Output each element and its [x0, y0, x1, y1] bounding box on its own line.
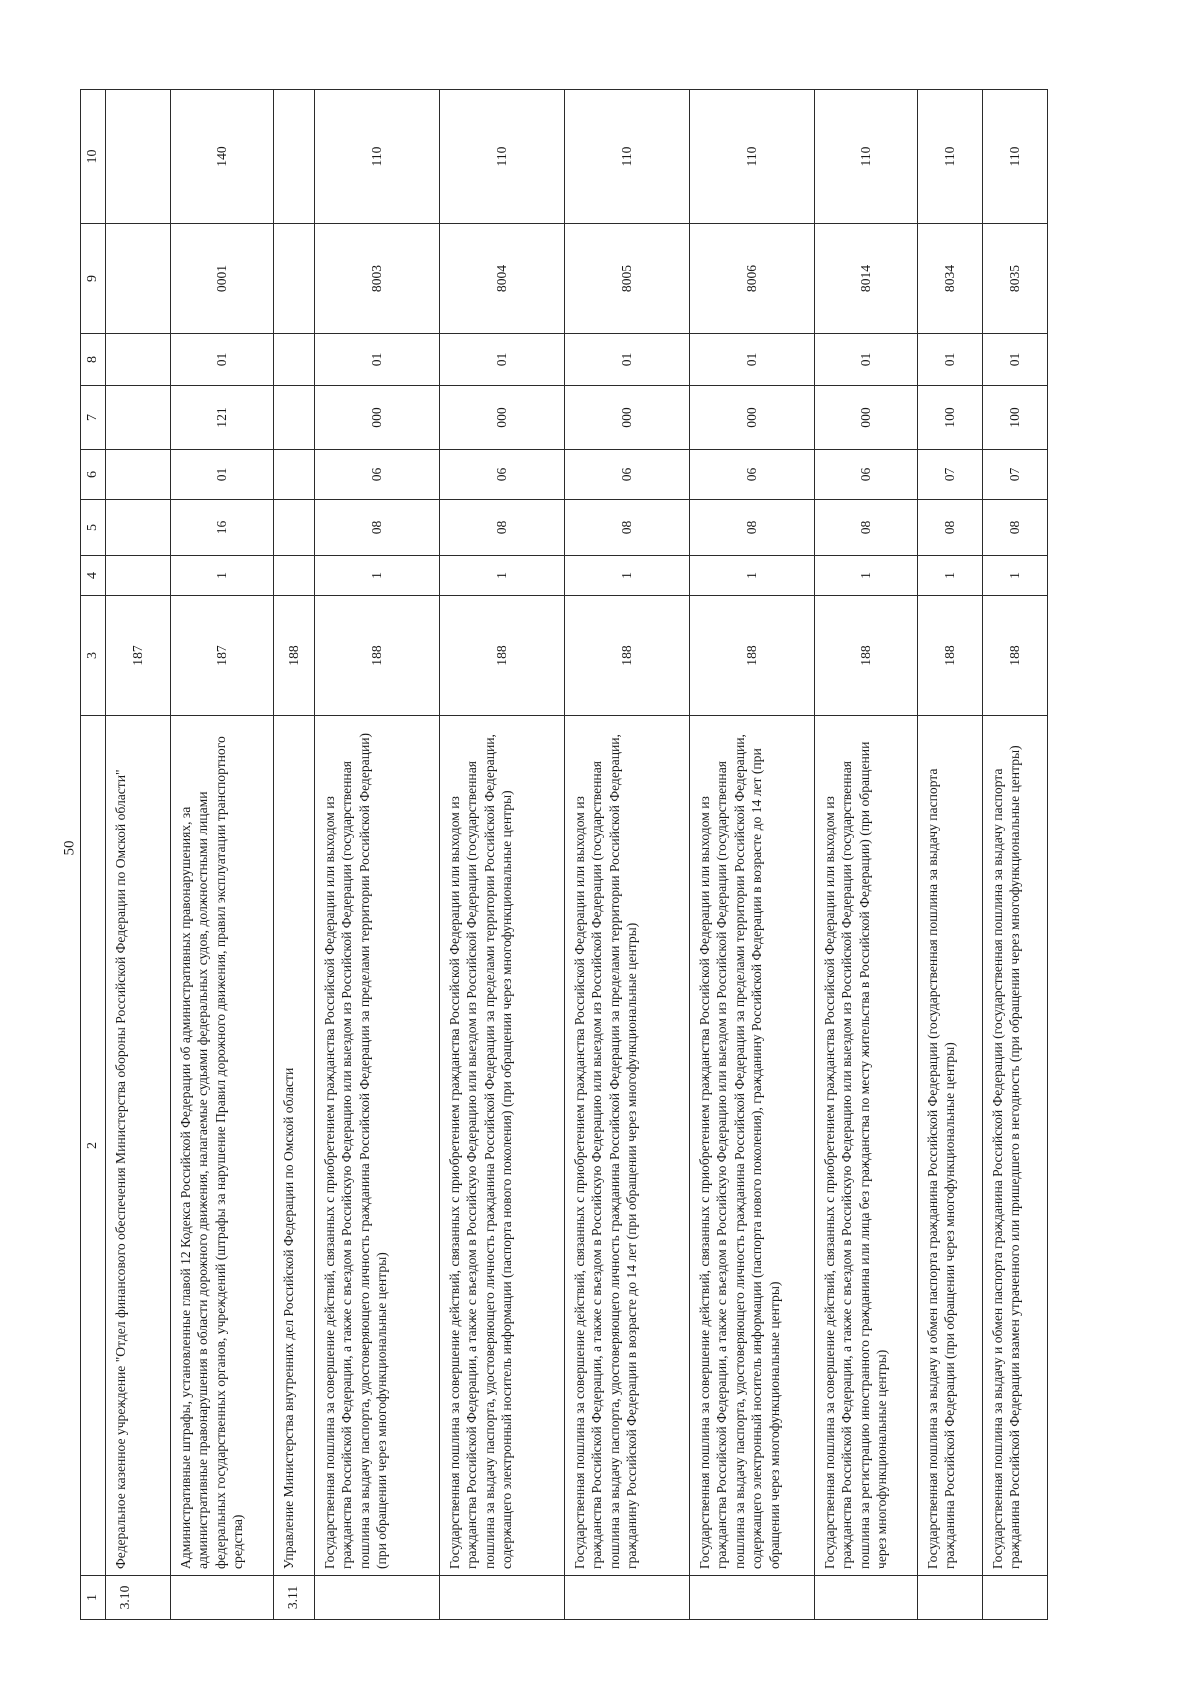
cell-col-8: 01 [565, 334, 690, 386]
row-name: Государственная пошлина за совершение действий, связанных с приобретением гражданства Российской Федерации или выходом из гражданства Российской Федерации, а также с въездом в Российскую Федерацию или выездом из Российской Федерации (государственная пошлина за выдачу паспорта, удостоверяющего личность гражданина Российской Федерации за пределами территории Российской Федерации, содержащего электронный носитель информации (паспорта нового поколения) (при обращении через многофункциональные центры) [440, 716, 565, 1576]
cell-col-6: 07 [918, 450, 983, 500]
table-row [983, 90, 1048, 1620]
row-name: Государственная пошлина за совершение действий, связанных с приобретением гражданства Российской Федерации или выходом из гражданства Российской Федерации, а также с въездом в Российскую Федерацию или выездом из Российской Федерации (государственная пошлина за выдачу паспорта, удостоверяющего личность гражданина Российской Федерации за пределами территории Российской Федерации, содержащего электронный носитель информации (паспорта нового поколения), гражданину Российской Федерации в возрасте до 14 лет (при обращении через многофункциональные центры) [690, 716, 815, 1576]
column-header: 4 [81, 556, 106, 596]
cell-col-10: 110 [690, 90, 815, 224]
cell-col-6 [106, 450, 171, 500]
column-header: 1 [81, 1576, 106, 1620]
row-number [690, 1576, 815, 1620]
cell-col-7: 000 [440, 386, 565, 450]
row-name: Государственная пошлина за совершение действий, связанных с приобретением гражданства Российской Федерации или выходом из гражданства Российской Федерации, а также с въездом в Российскую Федерацию или выездом из Российской Федерации (государственная пошлина за выдачу паспорта, удостоверяющего личность гражданина Российской Федерации за пределами территории Российской Федерации) (при обращении через многофункциональные центры) [315, 716, 440, 1576]
row-number: 3.11 [274, 1576, 315, 1620]
cell-col-4: 1 [690, 556, 815, 596]
cell-col-7: 100 [983, 386, 1048, 450]
column-header: 5 [81, 500, 106, 556]
column-header: 3 [81, 596, 106, 716]
cell-col-5: 16 [171, 500, 274, 556]
cell-col-6: 06 [315, 450, 440, 500]
cell-col-8: 01 [171, 334, 274, 386]
cell-col-4: 1 [315, 556, 440, 596]
row-number [983, 1576, 1048, 1620]
column-number-header-row [81, 90, 106, 1620]
cell-col-8 [106, 334, 171, 386]
row-name: Государственная пошлина за совершение действий, связанных с приобретением гражданства Российской Федерации или выходом из гражданства Российской Федерации, а также с въездом в Российскую Федерацию или выездом из Российской Федерации (государственная пошлина за регистрацию иностранного гражданина или лица без гражданства по месту жительства в Российской Федерации) (при обращении через многофункциональные центры) [815, 716, 918, 1576]
cell-col-4: 1 [565, 556, 690, 596]
cell-col-7: 000 [315, 386, 440, 450]
column-header: 10 [81, 90, 106, 224]
row-number [918, 1576, 983, 1620]
cell-col-5: 08 [565, 500, 690, 556]
cell-col-6: 06 [690, 450, 815, 500]
cell-col-7: 100 [918, 386, 983, 450]
cell-col-8: 01 [440, 334, 565, 386]
table-row [815, 90, 918, 1620]
cell-col-4: 1 [918, 556, 983, 596]
table-row [690, 90, 815, 1620]
cell-col-3: 188 [983, 596, 1048, 716]
table-row [106, 90, 171, 1620]
cell-col-6: 06 [565, 450, 690, 500]
cell-col-4: 1 [440, 556, 565, 596]
cell-col-7: 000 [690, 386, 815, 450]
cell-col-3: 187 [106, 596, 171, 716]
cell-col-6: 06 [815, 450, 918, 500]
cell-col-7: 000 [815, 386, 918, 450]
cell-col-3: 188 [918, 596, 983, 716]
cell-col-10: 140 [171, 90, 274, 224]
column-header: 6 [81, 450, 106, 500]
cell-col-6: 07 [983, 450, 1048, 500]
cell-col-9 [274, 224, 315, 334]
cell-col-9: 8006 [690, 224, 815, 334]
cell-col-9: 8014 [815, 224, 918, 334]
row-number [815, 1576, 918, 1620]
cell-col-5: 08 [983, 500, 1048, 556]
cell-col-4: 1 [815, 556, 918, 596]
cell-col-3: 188 [815, 596, 918, 716]
cell-col-9: 8034 [918, 224, 983, 334]
cell-col-4: 1 [983, 556, 1048, 596]
cell-col-10: 110 [815, 90, 918, 224]
cell-col-10: 110 [918, 90, 983, 224]
budget-codes-table [80, 89, 1048, 1620]
cell-col-5: 08 [315, 500, 440, 556]
cell-col-3: 188 [274, 596, 315, 716]
row-number [171, 1576, 274, 1620]
table-row [918, 90, 983, 1620]
table-row [440, 90, 565, 1620]
cell-col-8: 01 [918, 334, 983, 386]
cell-col-5: 08 [815, 500, 918, 556]
cell-col-9: 8005 [565, 224, 690, 334]
row-number [315, 1576, 440, 1620]
cell-col-4: 1 [171, 556, 274, 596]
cell-col-3: 188 [690, 596, 815, 716]
row-name: Управление Министерства внутренних дел Российской Федерации по Омской области [274, 716, 315, 1576]
row-name: Государственная пошлина за выдачу и обмен паспорта гражданина Российской Федерации (государственная пошлина за выдачу паспорта гражданина Российской Федерации (при обращении через многофункциональные центры) [918, 716, 983, 1576]
cell-col-9 [106, 224, 171, 334]
cell-col-10: 110 [565, 90, 690, 224]
cell-col-8 [274, 334, 315, 386]
cell-col-5 [274, 500, 315, 556]
cell-col-5: 08 [440, 500, 565, 556]
cell-col-7: 000 [565, 386, 690, 450]
cell-col-9: 8004 [440, 224, 565, 334]
column-header: 2 [81, 716, 106, 1576]
table-row [565, 90, 690, 1620]
cell-col-10: 110 [983, 90, 1048, 224]
row-name: Федеральное казенное учреждение "Отдел финансового обеспечения Министерства обороны Российской Федерации по Омской области" [106, 716, 171, 1576]
cell-col-5: 08 [918, 500, 983, 556]
cell-col-3: 188 [315, 596, 440, 716]
cell-col-9: 8003 [315, 224, 440, 334]
cell-col-10: 110 [440, 90, 565, 224]
cell-col-5 [106, 500, 171, 556]
cell-col-8: 01 [690, 334, 815, 386]
cell-col-10: 110 [315, 90, 440, 224]
row-name: Административные штрафы, установленные главой 12 Кодекса Российской Федерации об административных правонарушениях, за административные правонарушения в области дорожного движения, налагаемые судьями федеральных судов, должностными лицами федеральных государственных органов, учреждений (штрафы за нарушение Правил дорожного движения, правил эксплуатации транспортного средства) [171, 716, 274, 1576]
cell-col-3: 188 [565, 596, 690, 716]
column-header: 9 [81, 224, 106, 334]
cell-col-6: 06 [440, 450, 565, 500]
cell-col-7: 121 [171, 386, 274, 450]
column-header: 7 [81, 386, 106, 450]
cell-col-4 [106, 556, 171, 596]
table-row [315, 90, 440, 1620]
cell-col-9: 0001 [171, 224, 274, 334]
table-row [171, 90, 274, 1620]
cell-col-3: 188 [440, 596, 565, 716]
row-number [565, 1576, 690, 1620]
row-name: Государственная пошлина за выдачу и обмен паспорта гражданина Российской Федерации (государственная пошлина за выдачу паспорта гражданина Российской Федерации взамен утраченного или пришедшего в негодность (при обращении через многофункциональные центры) [983, 716, 1048, 1576]
cell-col-7 [106, 386, 171, 450]
table-row [274, 90, 315, 1620]
column-header: 8 [81, 334, 106, 386]
cell-col-10 [106, 90, 171, 224]
row-name: Государственная пошлина за совершение действий, связанных с приобретением гражданства Российской Федерации или выходом из гражданства Российской Федерации, а также с въездом в Российскую Федерацию или выездом из Российской Федерации (государственная пошлина за выдачу паспорта, удостоверяющего личность гражданина Российской Федерации за пределами территории Российской Федерации, гражданину Российской Федерации в возрасте до 14 лет (при обращении через многофункциональные центры) [565, 716, 690, 1576]
cell-col-8: 01 [315, 334, 440, 386]
cell-col-8: 01 [815, 334, 918, 386]
row-number: 3.10 [106, 1576, 171, 1620]
cell-col-7 [274, 386, 315, 450]
cell-col-8: 01 [983, 334, 1048, 386]
cell-col-10 [274, 90, 315, 224]
cell-col-6: 01 [171, 450, 274, 500]
cell-col-3: 187 [171, 596, 274, 716]
rotated-table-container [80, 90, 1090, 1620]
cell-col-6 [274, 450, 315, 500]
cell-col-4 [274, 556, 315, 596]
page-number: 50 [61, 840, 78, 856]
cell-col-5: 08 [690, 500, 815, 556]
row-number [440, 1576, 565, 1620]
cell-col-9: 8035 [983, 224, 1048, 334]
